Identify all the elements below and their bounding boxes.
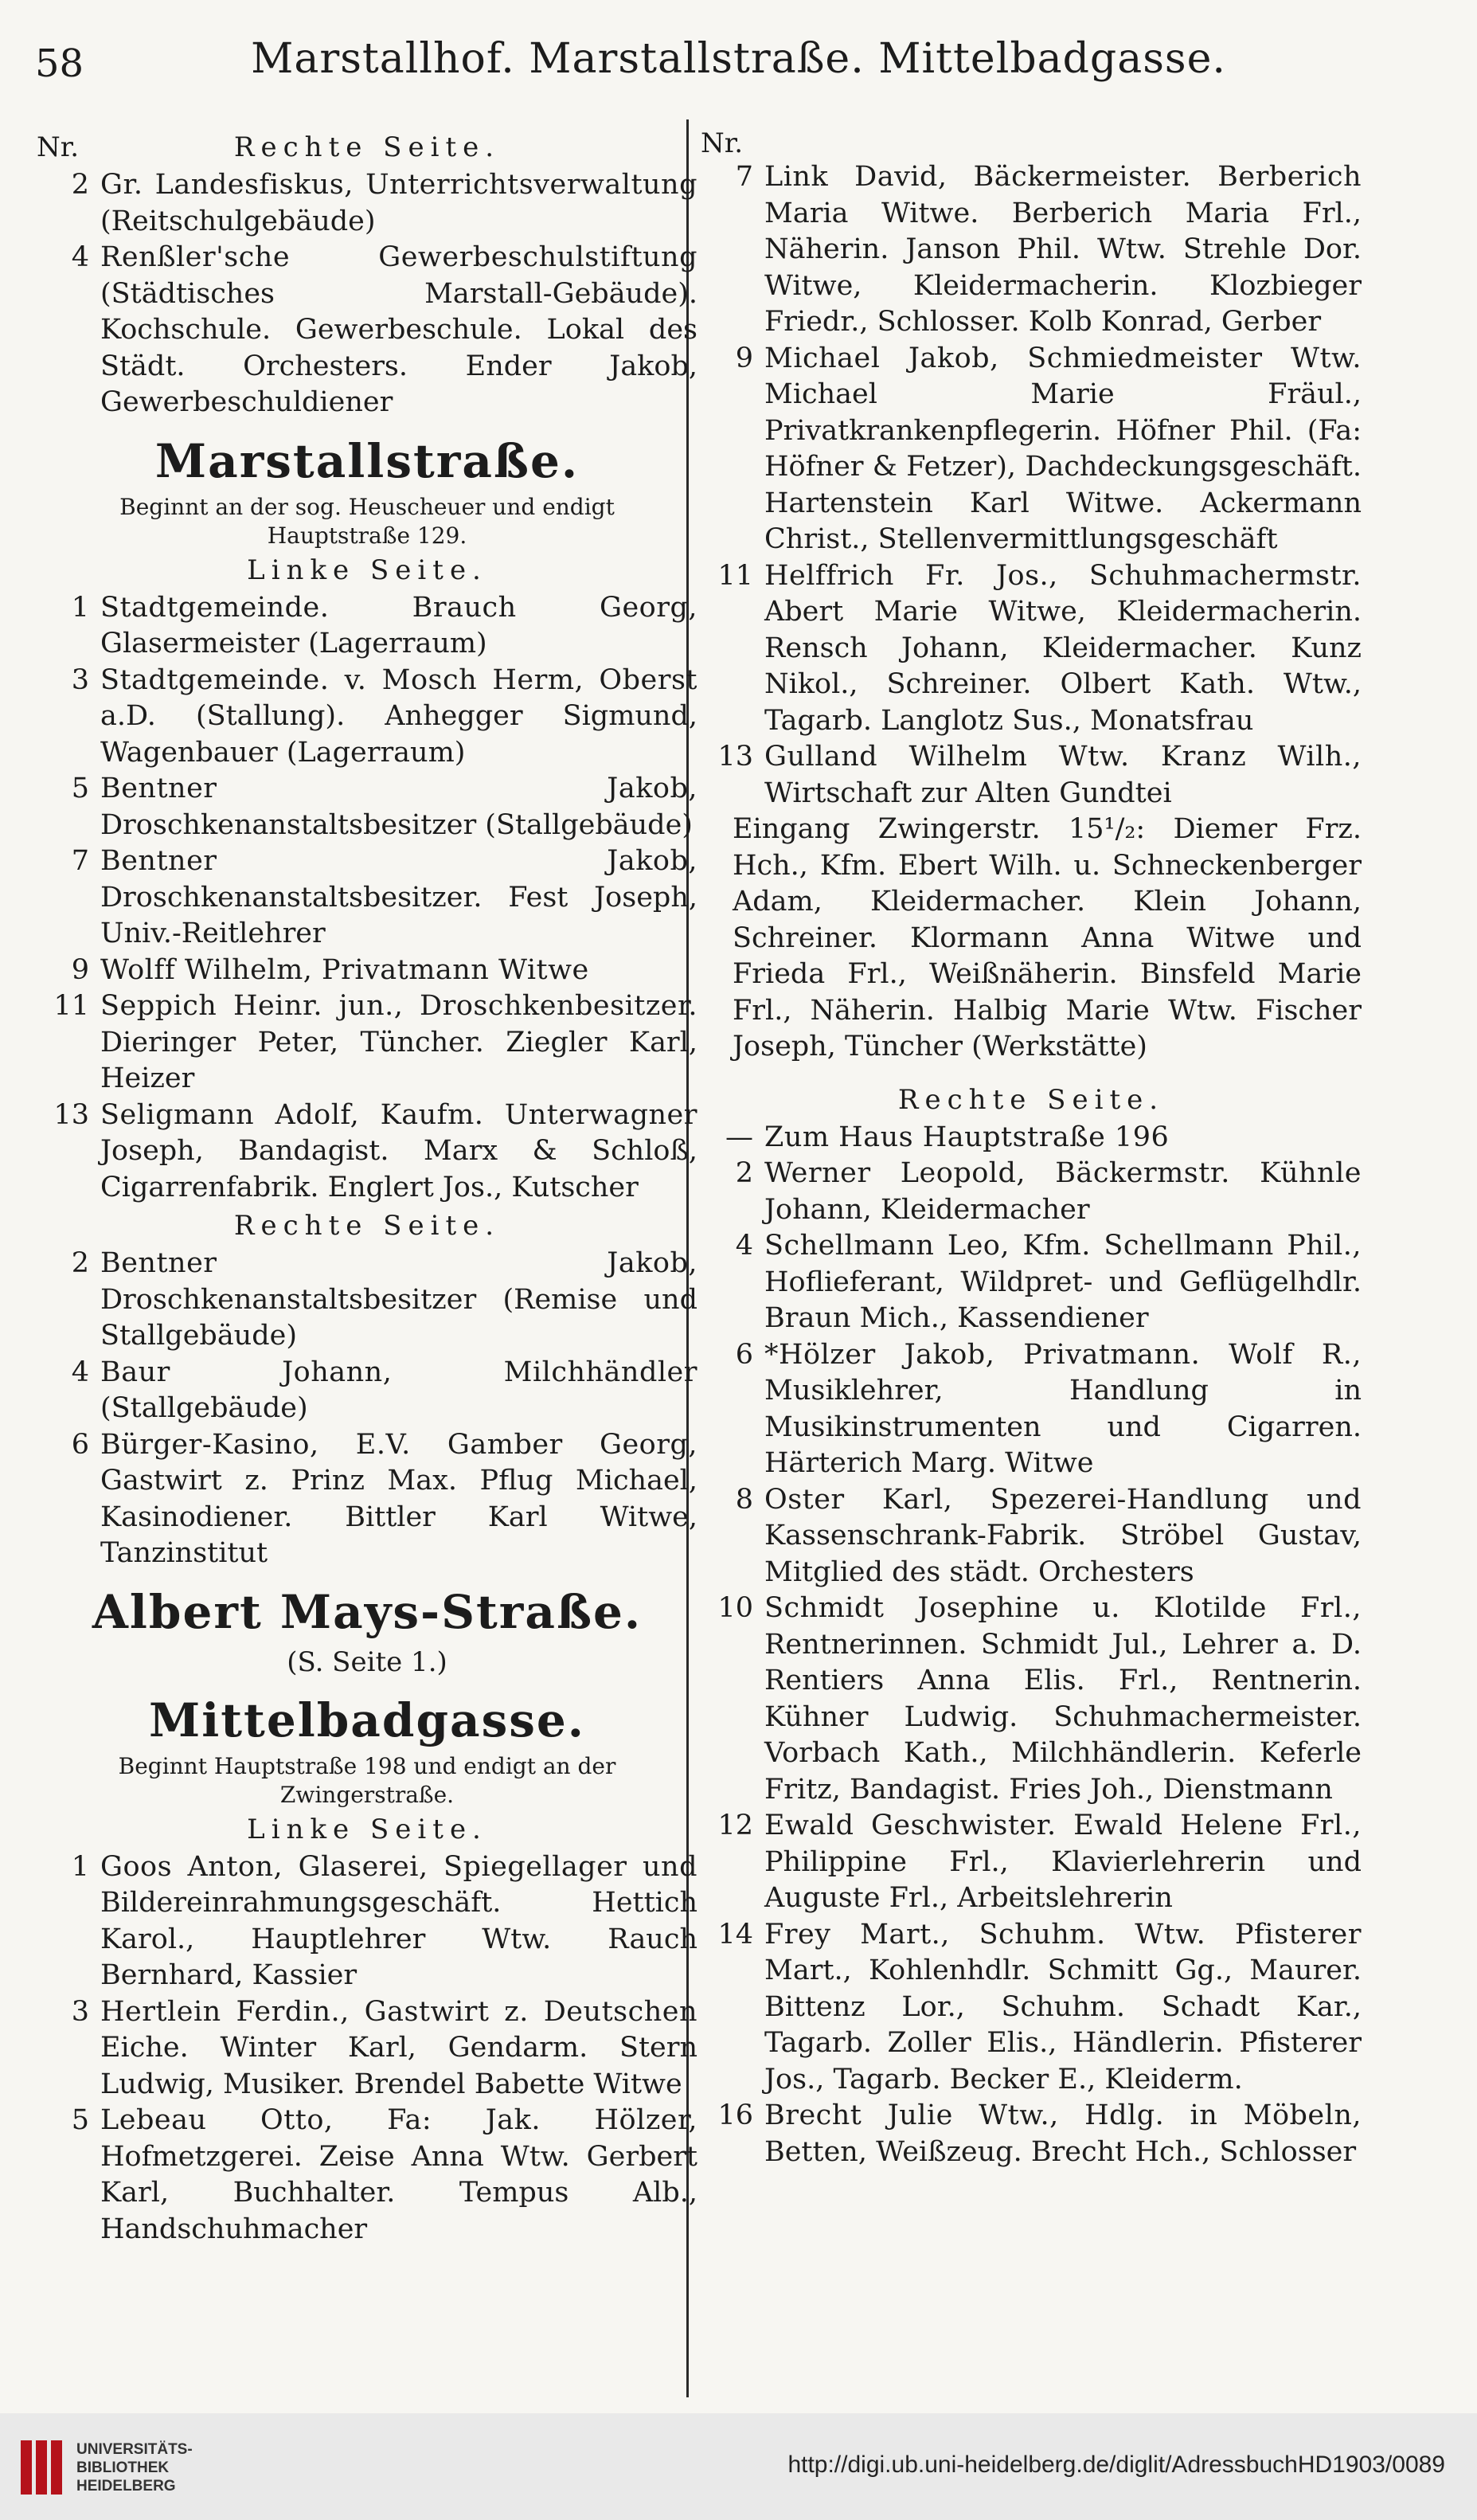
mittelbadgasse-left-entries-cont [701, 159, 1362, 812]
house-number: 6 [71, 1428, 89, 1461]
right-column [701, 127, 1362, 2170]
residents-text: Werner Leopold, Bäckermstr. Kühnle Johann, Kleidermacher [764, 1157, 1362, 1226]
residents-text: Schmidt Josephine u. Klotilde Frl., Rentnerinnen. Schmidt Jul., Lehrer a. D. Rentiers Anna Elis. Frl., Rentnerin. Kühner Ludwig. Schuhmachermeister. Vorbach Kath., Milchhändlerin. Keferle Fritz, Bandagist. Fries Joh., Dienstmann [764, 1592, 1362, 1806]
residents-text: Baur Johann, Milchhändler (Stallgebäude) [100, 1356, 697, 1424]
residents-text: Bürger-Kasino, E.V. Gamber Georg, Gastwirt z. Prinz Max. Pflug Michael, Kasinodiener. Bittler Karl Witwe, Tanzinstitut [100, 1428, 697, 1569]
house-number: 7 [71, 845, 89, 877]
residents-text: Bentner Jakob, Droschkenanstaltsbesitzer (Stallgebäude) [100, 773, 697, 841]
nr-label: Nr. [701, 127, 744, 159]
residents-text: Gulland Wilhelm Wtw. Kranz Wilh., Wirtschaft zur Alten Gundtei [764, 741, 1362, 809]
address-entry [701, 1337, 1362, 1482]
address-entry [37, 988, 697, 1098]
eingang-zwingerstrasse: Eingang Zwingerstr. 15¹/₂: Diemer Frz. Hch., Kfm. Ebert Wilh. u. Schneckenberger Adam, Kleidermacher. Klein Johann, Schreiner. Klormann Anna Witwe und Frieda Frl., Weißnäherin. Binsfeld Marie Frl., Näherin. Halbig Marie Wtw. Fischer Joseph, Tüncher (Werkstätte) [733, 813, 1362, 1062]
address-entry [701, 341, 1362, 558]
house-number: 11 [53, 990, 89, 1022]
marstallstrasse-left-entries [37, 590, 697, 1207]
residents-text: Helffrich Fr. Jos., Schuhmachermstr. Abert Marie Witwe, Kleidermacherin. Rensch Johann, Kleidermacher. Kunz Nikol., Schreiner. Olbert Kath. Wtw., Tagarb. Langlotz Sus., Monatsfrau [764, 559, 1362, 737]
address-entry [37, 771, 697, 843]
house-number: 3 [71, 663, 89, 696]
street-title-marstallstrasse: Marstallstraße. [154, 433, 580, 488]
address-entry [37, 663, 697, 772]
residents-text: *Hölzer Jakob, Privatmann. Wolf R., Musiklehrer, Handlung in Musikinstrumenten und Cigarren. Härterich Marg. Witwe [764, 1338, 1362, 1479]
house-number: 4 [71, 241, 89, 273]
house-number: — [725, 1121, 753, 1153]
house-number: 2 [735, 1157, 753, 1189]
address-entry [701, 1482, 1362, 1591]
page-number: 58 [35, 41, 84, 86]
marstallhof-right-header [37, 127, 697, 167]
house-number: 5 [71, 2104, 89, 2136]
address-entry [37, 1994, 697, 2103]
residents-text: Ewald Geschwister. Ewald Helene Frl., Philippine Frl., Klavierlehrerin und Auguste Frl., Arbeitslehrerin [764, 1810, 1362, 1914]
library-name-line: BIBLIOTHEK [76, 2459, 170, 2476]
address-entry [701, 1917, 1362, 2099]
side-label: Rechte Seite. [233, 1210, 501, 1242]
address-entry [701, 1228, 1362, 1337]
residents-text: Link David, Bäckermeister. Berberich Maria Witwe. Berberich Maria Frl., Näherin. Janson Phil. Wtw. Strehle Dor. Witwe, Kleidermacherin. Klozbieger Friedr., Schlosser. Kolb Konrad, Gerber [764, 161, 1362, 338]
residents-text: Lebeau Otto, Fa: Jak. Hölzer, Hofmetzgerei. Zeise Anna Wtw. Gerbert Karl, Buchhalter. Tempus Alb., Handschuhmacher [100, 2104, 697, 2245]
logo-bar-icon [51, 2440, 62, 2495]
address-entry [701, 558, 1362, 740]
residents-text: Schellmann Leo, Kfm. Schellmann Phil., Hoflieferant, Wildpret- und Geflügelhdlr. Braun Mich., Kassendiener [764, 1230, 1362, 1334]
address-entry [37, 167, 697, 240]
address-entry [37, 1427, 697, 1572]
residents-text: Zum Haus Hauptstraße 196 [764, 1121, 1170, 1153]
house-number: 8 [735, 1483, 753, 1516]
house-number: 4 [71, 1356, 89, 1388]
address-entry [37, 843, 697, 953]
address-entry [701, 1156, 1362, 1228]
address-entry [701, 159, 1362, 341]
address-entry [37, 1355, 697, 1427]
address-entry [701, 1591, 1362, 1808]
side-label: Rechte Seite. [233, 131, 501, 163]
address-entry [37, 1098, 697, 1207]
address-entry [37, 1246, 697, 1355]
street-title-mittelbadgasse: Mittelbadgasse. [149, 1692, 585, 1747]
residents-text: Gr. Landesfiskus, Unterrichtsverwaltung (Reitschulgebäude) [100, 169, 697, 237]
house-number: 5 [71, 773, 89, 804]
side-label: Linke Seite. [247, 1813, 487, 1845]
address-entry [701, 739, 1362, 812]
house-number: 4 [735, 1230, 753, 1262]
house-number: 13 [717, 741, 753, 773]
residents-text: Seppich Heinr. jun., Droschkenbesitzer. Dieringer Peter, Tüncher. Ziegler Karl, Heizer [100, 990, 697, 1094]
house-number: 9 [735, 342, 753, 374]
house-number: 6 [735, 1338, 753, 1371]
house-number: 2 [71, 169, 89, 201]
residents-text: Wolff Wilhelm, Privatmann Witwe [100, 953, 589, 986]
house-number: 11 [717, 559, 753, 592]
address-entry [701, 1120, 1362, 1156]
residents-text: Oster Karl, Spezerei-Handlung und Kassenschrank-Fabrik. Ströbel Gustav, Mitglied des städt. Orchesters [764, 1483, 1362, 1588]
marstallstrasse-right-entries [37, 1246, 697, 1572]
address-entry [37, 240, 697, 421]
residents-text: Seligmann Adolf, Kaufm. Unterwagner Joseph, Bandagist. Marx & Schloß, Cigarrenfabrik. Englert Jos., Kutscher [100, 1098, 697, 1203]
residents-text: Renßler'sche Gewerbeschulstiftung (Städtisches Marstall-Gebäude). Kochschule. Gewerbeschule. Lokal des Städt. Orchesters. Ender Jakob, Gewerbeschuldiener [100, 241, 697, 418]
street-title-albert-mays: Albert Mays-Straße. [92, 1584, 643, 1639]
left-column [37, 127, 697, 2248]
street-description: Beginnt an der sog. Heuscheuer und endigt Hauptstraße 129. [119, 493, 615, 549]
residents-text: Michael Jakob, Schmiedmeister Wtw. Michael Marie Fräul., Privatkrankenpflegerin. Höfner Phil. (Fa: Höfner & Fetzer), Dachdeckungsgeschäft. Hartenstein Karl Witwe. Ackermann Christ., Stellenvermittlungsgeschäft [764, 342, 1362, 555]
residents-text: Brecht Julie Wtw., Hdlg. in Möbeln, Betten, Weißzeug. Brecht Hch., Schlosser [764, 2099, 1362, 2168]
nr-label: Nr. [37, 131, 80, 163]
street-description: Beginnt Hauptstraße 198 und endigt an der Zwingerstraße. [118, 1752, 616, 1808]
residents-text: Frey Mart., Schuhm. Wtw. Pfisterer Mart., Kohlenhdlr. Schmitt Gg., Maurer. Bittenz Lor., Schuhm. Schadt Kar., Tagarb. Zoller Elis., Händlerin. Pfisterer Jos., Tagarb. Becker E., Kleiderm. [764, 1918, 1362, 2095]
house-number: 1 [71, 1850, 89, 1883]
university-logo-icon [18, 2436, 65, 2499]
mittelbadgasse-left-entries [37, 1849, 697, 2248]
residents-text: Hertlein Ferdin., Gastwirt z. Deutschen Eiche. Winter Karl, Gendarm. Stern Ludwig, Musiker. Brendel Babette Witwe [100, 1995, 697, 2100]
house-number: 12 [717, 1810, 753, 1841]
library-name-line: HEIDELBERG [76, 2478, 176, 2495]
mittelbadgasse-right-entries [701, 1120, 1362, 2171]
house-number: 13 [53, 1098, 89, 1131]
address-entry [701, 2098, 1362, 2170]
library-name-line: UNIVERSITÄTS- [76, 2441, 193, 2458]
house-number: 7 [735, 161, 753, 193]
marstallhof-right-entries [37, 167, 697, 421]
residents-text: Bentner Jakob, Droschkenanstaltsbesitzer. Fest Joseph, Univ.-Reitlehrer [100, 845, 697, 949]
footer [0, 2413, 1477, 2520]
residents-text: Stadtgemeinde. Brauch Georg, Glasermeister (Lagerraum) [100, 591, 697, 659]
house-number: 10 [717, 1592, 753, 1624]
side-label: Rechte Seite. [897, 1083, 1165, 1116]
house-number: 16 [717, 2099, 753, 2131]
residents-text: Stadtgemeinde. v. Mosch Herm, Oberst a.D. (Stallung). Anhegger Sigmund, Wagenbauer (Lagerraum) [100, 663, 697, 769]
address-entry [37, 590, 697, 663]
residents-text: Bentner Jakob, Droschkenanstaltsbesitzer (Remise und Stallgebäude) [100, 1247, 697, 1352]
house-number: 3 [71, 1995, 89, 2028]
house-number: 9 [71, 953, 89, 986]
side-label: Linke Seite. [247, 554, 487, 586]
address-entry [37, 1849, 697, 1994]
house-number: 1 [71, 591, 89, 624]
address-entry [37, 2103, 697, 2248]
logo-bar-icon [21, 2440, 32, 2495]
address-entry [37, 953, 697, 989]
library-name [76, 2440, 193, 2495]
logo-bar-icon [36, 2440, 47, 2495]
running-title: Marstallhof. Marstallstraße. Mittelbadgasse. [251, 35, 1226, 83]
house-number: 14 [717, 1918, 753, 1951]
house-number: 2 [71, 1247, 89, 1279]
cross-reference: (S. Seite 1.) [287, 1645, 447, 1678]
residents-text: Goos Anton, Glaserei, Spiegellager und Bildereinrahmungsgeschäft. Hettich Karol., Hauptlehrer Wtw. Rauch Bernhard, Kassier [100, 1850, 697, 1991]
source-url-link[interactable]: http://digi.ub.uni-heidelberg.de/diglit/AdressbuchHD1903/0089 [787, 2452, 1445, 2478]
address-entry [701, 1808, 1362, 1917]
